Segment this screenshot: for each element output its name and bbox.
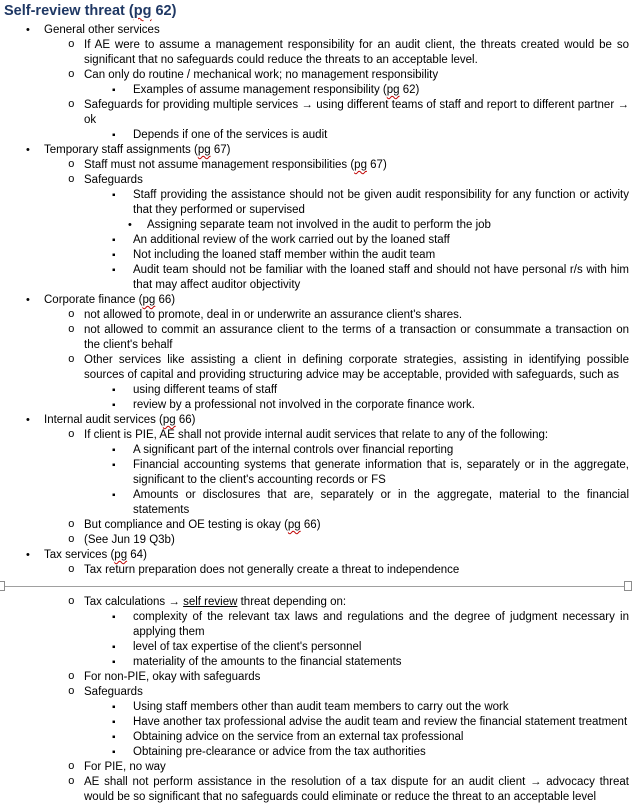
list-item	[0, 443, 629, 458]
list-item-text	[133, 489, 629, 516]
text-run: not allowed to commit an assurance client to the terms of a transaction or consummate a transaction on the client's behalf	[84, 324, 629, 351]
bullet-square-icon: ▪	[112, 732, 116, 743]
text-run: Staff providing the assistance should not be given audit responsibility for any function or activity that they performed or supervised	[133, 189, 629, 216]
text-run: General other services	[44, 24, 160, 36]
list-item	[0, 518, 629, 533]
text-run: Temporary staff assignments (	[44, 144, 198, 156]
bullet-square-icon: ▪	[112, 130, 116, 141]
bullet-disc-icon: •	[26, 414, 30, 426]
misspelled-word: pg	[114, 549, 128, 561]
list-item	[0, 323, 629, 353]
list-item-text	[133, 611, 629, 638]
list-item-text	[44, 144, 230, 156]
misspelled-word: pg	[142, 294, 156, 306]
list-item-text	[133, 746, 426, 758]
text-run: Using staff members other than audit team members to carry out the work	[133, 701, 509, 713]
list-item	[0, 488, 629, 518]
list-item	[0, 143, 629, 158]
page-break-marker	[0, 578, 629, 595]
text-run: Audit team should not be familiar with the loaned staff and should not have personal r/s with him that may affect auditor objectivity	[133, 264, 629, 291]
text-run: 66)	[300, 519, 321, 531]
bullet-square-icon: ▪	[112, 642, 116, 653]
bullet-disc-icon: •	[128, 219, 132, 231]
text-run: Internal audit services (	[44, 414, 163, 426]
bullet-circle-icon: o	[68, 776, 75, 788]
text-run: threat depending on:	[237, 596, 347, 608]
text-run: 62)	[399, 84, 420, 96]
bullet-circle-icon: o	[68, 99, 75, 111]
list-item-text	[44, 414, 196, 426]
list-item-text	[133, 701, 509, 713]
text-run: Other services like assisting a client in defining corporate strategies, assisting in identifying possible sources of capital and providing structuring advice may be acceptable, provided with safeguards, such as	[84, 354, 629, 381]
underlined-text: self review	[183, 596, 238, 608]
text-run: not allowed to promote, deal in or underwrite an assurance client's shares.	[84, 309, 463, 321]
text-run: complexity of the relevant tax laws and regulations and the degree of judgment necessary in applying them	[133, 611, 629, 638]
text-run: Tax services (	[44, 549, 115, 561]
text-run: 64)	[127, 549, 147, 561]
bullet-circle-icon: o	[68, 564, 75, 576]
text-run: 66)	[155, 294, 176, 306]
list-item	[0, 428, 629, 443]
bullet-disc-icon: •	[26, 294, 30, 306]
list-item-text	[84, 564, 459, 576]
bullet-square-icon: ▪	[112, 490, 116, 501]
bullet-square-icon: ▪	[112, 385, 116, 396]
list-item	[0, 248, 629, 263]
misspelled-word: pg	[197, 144, 211, 156]
list-item	[0, 218, 629, 233]
list-item	[0, 383, 629, 398]
list-item-text	[84, 159, 387, 171]
list-item-text	[133, 234, 450, 246]
text-run: If client is PIE, AE shall not provide internal audit services that relate to any of the following:	[84, 429, 549, 441]
list-item-text	[84, 309, 462, 321]
bullet-square-icon: ▪	[112, 460, 116, 471]
list-item	[0, 293, 629, 308]
list-item-text	[44, 294, 175, 306]
list-item-text	[84, 671, 260, 683]
bullet-circle-icon: o	[68, 354, 75, 366]
list-item	[0, 685, 629, 700]
bullet-square-icon: ▪	[112, 747, 116, 758]
text-run: Tax return preparation does not generally create a threat to independence	[84, 564, 460, 576]
bullet-circle-icon: o	[68, 596, 75, 608]
list-item-text	[133, 641, 362, 653]
outline-list	[0, 23, 629, 805]
list-item-text	[133, 444, 453, 456]
bullet-circle-icon: o	[68, 39, 75, 51]
bullet-square-icon: ▪	[112, 717, 116, 728]
text-run: For non-PIE, okay with safeguards	[84, 671, 261, 683]
list-item	[0, 83, 629, 98]
text-run: materiality of the amounts to the financial statements	[133, 656, 402, 668]
text-run: Corporate finance (	[44, 294, 143, 306]
text-run: Amounts or disclosures that are, separately or in the aggregate, material to the financial statements	[133, 489, 629, 516]
text-run: Obtaining advice on the service from an external tax professional	[133, 731, 464, 743]
list-item-text	[133, 384, 277, 396]
list-item	[0, 158, 629, 173]
text-run: Staff must not assume management responsibilities (	[84, 159, 355, 171]
list-item-text	[84, 324, 629, 351]
list-item	[0, 398, 629, 413]
bullet-square-icon: ▪	[112, 702, 116, 713]
misspelled-word: pg	[354, 159, 367, 171]
text-run: Safeguards	[84, 174, 143, 186]
list-item	[0, 458, 629, 488]
misspelled-word: pg	[133, 3, 152, 19]
text-run: Safeguards	[84, 686, 143, 698]
bullet-circle-icon: o	[68, 534, 75, 546]
bullet-square-icon: ▪	[112, 265, 116, 276]
list-item-text	[133, 731, 464, 743]
text-run: Tax calculations →	[84, 596, 184, 608]
text-run: 67)	[210, 144, 231, 156]
list-item-text	[133, 84, 419, 96]
list-item	[0, 655, 629, 670]
bullet-disc-icon: •	[26, 144, 30, 156]
page-title	[0, 1, 629, 23]
list-item	[0, 188, 629, 218]
bullet-circle-icon: o	[68, 686, 75, 698]
bullet-circle-icon: o	[68, 174, 75, 186]
text-run: review by a professional not involved in the corporate finance work.	[133, 399, 475, 411]
list-item-text	[84, 596, 346, 608]
page-break-left-cap-icon	[0, 581, 5, 591]
text-run: 67)	[366, 159, 387, 171]
text-run: For PIE, no way	[84, 761, 166, 773]
list-item	[0, 308, 629, 323]
list-item	[0, 670, 629, 685]
list-item	[0, 98, 629, 128]
text-run: Have another tax professional advise the audit team and review the financial statement treatment	[133, 716, 628, 728]
list-item	[0, 730, 629, 745]
bullet-circle-icon: o	[68, 519, 75, 531]
text-run: A significant part of the internal controls over financial reporting	[133, 444, 454, 456]
list-item	[0, 595, 629, 610]
list-item-text	[84, 354, 629, 381]
bullet-square-icon: ▪	[112, 235, 116, 246]
list-item	[0, 38, 629, 68]
bullet-circle-icon: o	[68, 671, 75, 683]
list-item-text	[84, 39, 629, 66]
list-item	[0, 610, 629, 640]
text-run: Obtaining pre-clearance or advice from the tax authorities	[133, 746, 426, 758]
list-item-text	[133, 716, 627, 728]
text-run: Safeguards for providing multiple services → using different teams of staff and report to different partner → ok	[84, 99, 629, 126]
list-item	[0, 233, 629, 248]
list-item	[0, 413, 629, 428]
list-item-text	[84, 519, 321, 531]
list-item	[0, 533, 629, 548]
text-run: But compliance and OE testing is okay (	[84, 519, 288, 531]
bullet-square-icon: ▪	[112, 190, 116, 201]
bullet-circle-icon: o	[68, 324, 75, 336]
list-item	[0, 775, 629, 805]
text-run: using different teams of staff	[133, 384, 278, 396]
bullet-square-icon: ▪	[112, 250, 116, 261]
bullet-disc-icon: •	[26, 549, 30, 561]
list-item-text	[84, 686, 143, 698]
bullet-circle-icon: o	[68, 69, 75, 81]
list-item-text	[133, 459, 629, 486]
list-item	[0, 745, 629, 760]
bullet-disc-icon: •	[26, 24, 30, 36]
list-item	[0, 715, 629, 730]
list-item-text	[44, 549, 147, 561]
list-item	[0, 263, 629, 293]
list-item-text	[133, 264, 629, 291]
text-run: Not including the loaned staff member within the audit team	[133, 249, 436, 261]
text-run: Can only do routine / mechanical work; no management responsibility	[84, 69, 439, 81]
list-item-text	[133, 656, 401, 668]
list-item	[0, 563, 629, 578]
bullet-square-icon: ▪	[112, 400, 116, 411]
misspelled-word: pg	[386, 84, 400, 96]
text-run: AE shall not perform assistance in the resolution of a tax dispute for an audit client → advocacy threat would be so significant that no safeguards could eliminate or reduce the threat to an acceptable level	[84, 776, 629, 803]
bullet-square-icon: ▪	[112, 657, 116, 668]
list-item-text	[84, 429, 548, 441]
text-run: If AE were to assume a management responsibility for an audit client, the threats created would be so significant that no safeguards could reduce the threats to an acceptable level.	[84, 39, 629, 66]
text-run: (See Jun 19 Q3b)	[84, 534, 175, 546]
list-item	[0, 68, 629, 83]
list-item-text	[84, 174, 143, 186]
list-item	[0, 700, 629, 715]
misspelled-word: pg	[162, 414, 176, 426]
text-run: Assigning separate team not involved in the audit to perform the job	[147, 219, 491, 231]
text-run: 66)	[175, 414, 196, 426]
list-item-text	[44, 24, 160, 36]
list-item	[0, 128, 629, 143]
text-run: An additional review of the work carried out by the loaned staff	[133, 234, 450, 246]
bullet-circle-icon: o	[68, 159, 75, 171]
list-item-text	[84, 761, 166, 773]
list-item-text	[147, 219, 491, 231]
list-item-text	[84, 776, 629, 803]
list-item	[0, 23, 629, 38]
bullet-circle-icon: o	[68, 761, 75, 773]
misspelled-word: pg	[287, 519, 301, 531]
bullet-square-icon: ▪	[112, 85, 116, 96]
text-run: Self-review threat (	[4, 3, 134, 19]
bullet-circle-icon: o	[68, 309, 75, 321]
list-item	[0, 548, 629, 563]
list-item-text	[133, 399, 475, 411]
text-run: 62)	[151, 3, 177, 19]
page-break-right-cap-icon	[624, 581, 632, 591]
text-run: Financial accounting systems that generate information that is, separately or in the aggregate, significant to the client's accounting records or FS	[133, 459, 629, 486]
list-item	[0, 640, 629, 655]
list-item-text	[133, 249, 435, 261]
list-item	[0, 173, 629, 188]
list-item-text	[133, 189, 629, 216]
text-run: level of tax expertise of the client's personnel	[133, 641, 362, 653]
text-run: Depends if one of the services is audit	[133, 129, 328, 141]
list-item	[0, 353, 629, 383]
list-item-text	[133, 129, 327, 141]
bullet-circle-icon: o	[68, 429, 75, 441]
text-run: Examples of assume management responsibility (	[133, 84, 387, 96]
list-item-text	[84, 69, 438, 81]
page-break-line	[0, 586, 629, 587]
bullet-square-icon: ▪	[112, 445, 116, 456]
list-item-text	[84, 99, 629, 126]
list-item-text	[84, 534, 175, 546]
bullet-square-icon: ▪	[112, 612, 116, 623]
list-item	[0, 760, 629, 775]
